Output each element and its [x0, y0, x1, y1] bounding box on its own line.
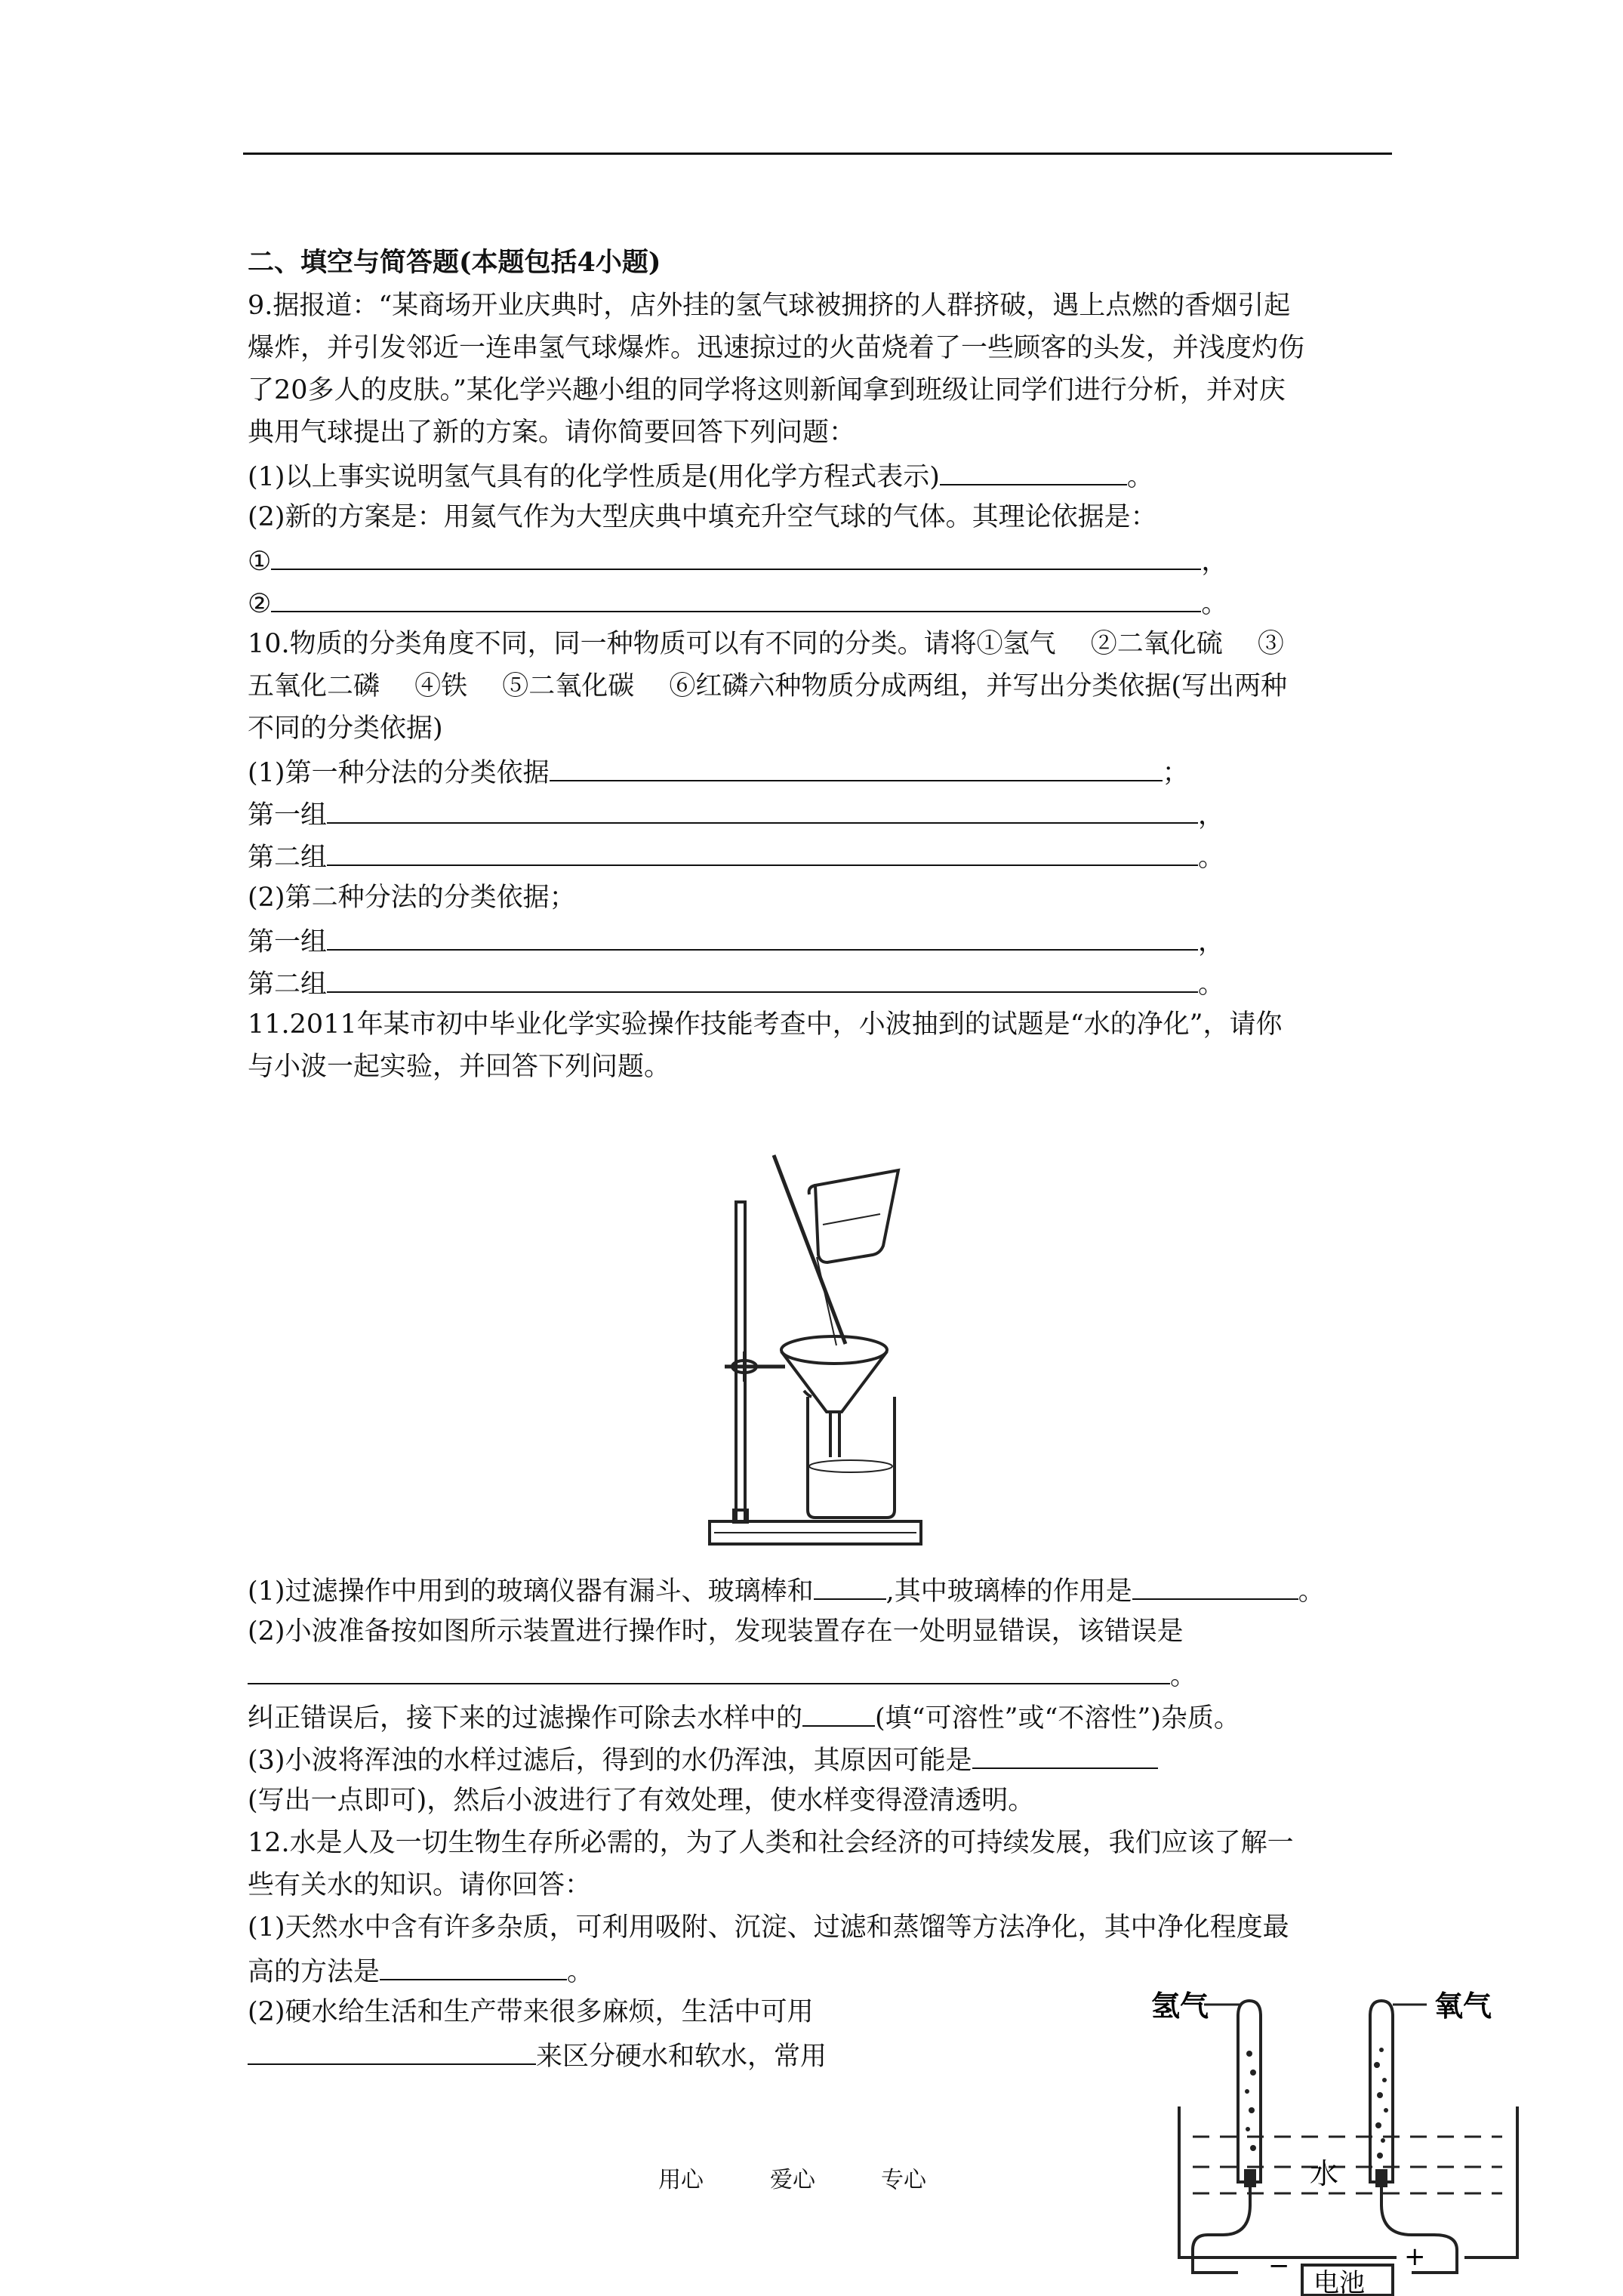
answer-blank[interactable] [802, 1701, 875, 1727]
q9-line-1: 9.据报道：“某商场开业庆典时，店外挂的氢气球被拥挤的人群挤破，遇上点燃的香烟引起 [248, 291, 1291, 321]
q11-part-3 [248, 1743, 1158, 1776]
answer-blank[interactable] [271, 587, 1201, 612]
hydrogen-label: 氢气 [1151, 1989, 1209, 2023]
answer-blank[interactable] [248, 1659, 1170, 1684]
electrolysis-apparatus-figure [1140, 1978, 1540, 2296]
q10-group-3 [248, 925, 1224, 957]
answer-blank[interactable] [814, 1574, 886, 1600]
q9-part-1 [248, 460, 1153, 492]
answer-blank[interactable] [380, 1955, 567, 1980]
punct: 。 [1170, 1661, 1197, 1691]
q11-line-1: 11.2011年某市初中毕业化学实验操作技能考查中，小波抽到的试题是“水的净化”，请你 [248, 1009, 1283, 1040]
answer-blank[interactable] [1132, 1574, 1298, 1600]
q12-part-1: (1)天然水中含有许多杂质，可利用吸附、沉淀、过滤和蒸馏等方法净化，其中净化程度最 [248, 1912, 1289, 1943]
q11-part-2b-text-a: 纠正错误后，接下来的过滤操作可除去水样中的 [248, 1703, 803, 1734]
q9-part-1-text: (1)以上事实说明氢气具有的化学性质是(用化学方程式表示) [248, 462, 940, 492]
q10-group-2 [248, 840, 1224, 873]
q12-part-2b-text: 来区分硬水和软水，常用 [536, 2042, 827, 2072]
section-title: 二、填空与简答题(本题包括4小题) [248, 247, 661, 278]
q11-part-2-blank-line [248, 1659, 1196, 1691]
q12-part-1b-text: 高的方法是 [248, 1957, 380, 1987]
q11-part-2-b [248, 1701, 1240, 1734]
q11-part-3-text: (3)小波将浑浊的水样过滤后，得到的水仍浑浊，其原因可能是 [248, 1746, 972, 1776]
q10-part-1-text: (1)第一种分法的分类依据 [248, 758, 550, 788]
q11-part-2b-text-b: (填“可溶性”或“不溶性”)杂质。 [875, 1703, 1240, 1734]
battery-minus: − [1268, 2251, 1290, 2281]
punct: ， [1198, 800, 1225, 831]
punct: 。 [1126, 462, 1153, 492]
answer-blank[interactable] [327, 840, 1198, 866]
q9-part-2: (2)新的方案是：用氦气作为大型庆典中填充升空气球的气体。其理论依据是： [248, 502, 1157, 532]
oxygen-label: 氧气 [1434, 1989, 1492, 2023]
q10-line-2: 五氧化二磷 ④铁 ⑤二氧化碳 ⑥红磷六种物质分成两组，并写出分类依据(写出两种 [248, 671, 1288, 701]
punct: ， [1198, 927, 1225, 957]
circle-label: ① [248, 547, 272, 577]
q12-part-2-b [248, 2039, 827, 2072]
q9-line-2: 爆炸，并引发邻近一连串氢气球爆炸。迅速掠过的火苗烧着了一些顾客的头发，并浅度灼伤 [248, 333, 1305, 363]
q11-part-2: (2)小波准备按如图所示装置进行操作时，发现装置存在一处明显错误，该错误是 [248, 1616, 1184, 1647]
q9-line-3: 了20多人的皮肤。”某化学兴趣小组的同学将这则新闻拿到班级让同学们进行分析，并对庆 [248, 375, 1286, 405]
q10-part-1 [248, 756, 1189, 788]
punct: ， [1201, 547, 1228, 577]
q12-part-1-b [248, 1955, 593, 1987]
answer-blank[interactable] [271, 544, 1201, 570]
q10-part-2: (2)第二种分法的分类依据； [248, 883, 576, 913]
group-label: 第一组 [248, 800, 328, 831]
answer-blank[interactable] [327, 967, 1198, 993]
punct: 。 [1198, 843, 1225, 873]
punct: 。 [1201, 589, 1228, 619]
water-label: 水 [1310, 2157, 1339, 2190]
circle-label: ② [248, 589, 272, 619]
header-rule [243, 153, 1392, 155]
q10-line-1: 10.物质的分类角度不同，同一种物质可以有不同的分类。请将①氢气 ②二氧化硫 ③ [248, 629, 1284, 659]
footer-text-1: 用心 [658, 2167, 704, 2193]
punct: 。 [1298, 1576, 1325, 1607]
q11-part-1-text-b: ,其中玻璃棒的作用是 [885, 1576, 1132, 1607]
punct: 。 [1198, 969, 1225, 1000]
q12-line-1: 12.水是人及一切生物生存所必需的，为了人类和社会经济的可持续发展，我们应该了解一 [248, 1828, 1294, 1858]
group-label: 第二组 [248, 843, 328, 873]
q11-line-2: 与小波一起实验，并回答下列问题。 [248, 1052, 671, 1082]
group-label: 第二组 [248, 969, 328, 1000]
q11-part-3-b: (写出一点即可)，然后小波进行了有效处理，使水样变得澄清透明。 [248, 1786, 1035, 1816]
answer-blank[interactable] [972, 1743, 1158, 1769]
battery-label: 电池 [1313, 2268, 1365, 2296]
q12-part-2: (2)硬水给生活和生产带来很多麻烦，生活中可用 [248, 1997, 814, 2027]
q11-part-1-text-a: (1)过滤操作中用到的玻璃仪器有漏斗、玻璃棒和 [248, 1576, 814, 1607]
filtration-apparatus-figure [694, 1140, 936, 1563]
q10-group-1 [248, 798, 1224, 831]
q9-line-4: 典用气球提出了新的方案。请你简要回答下列问题： [248, 418, 856, 448]
q10-line-3: 不同的分类依据) [248, 713, 443, 744]
answer-blank[interactable] [327, 798, 1198, 824]
punct: 。 [567, 1957, 594, 1987]
q9-answer-1 [248, 544, 1227, 577]
answer-blank[interactable] [940, 460, 1127, 485]
q12-line-2: 些有关水的知识。请你回答： [248, 1870, 592, 1900]
q11-part-1 [248, 1574, 1325, 1607]
punct: ； [1162, 758, 1189, 788]
answer-blank[interactable] [550, 756, 1163, 781]
footer-text-3: 专心 [881, 2167, 926, 2193]
q9-answer-2 [248, 587, 1227, 619]
group-label: 第一组 [248, 927, 328, 957]
answer-blank[interactable] [327, 925, 1198, 951]
answer-blank[interactable] [248, 2039, 536, 2065]
q10-group-4 [248, 967, 1224, 1000]
battery-plus: + [1404, 2242, 1426, 2272]
footer-text-2: 爱心 [770, 2167, 815, 2193]
